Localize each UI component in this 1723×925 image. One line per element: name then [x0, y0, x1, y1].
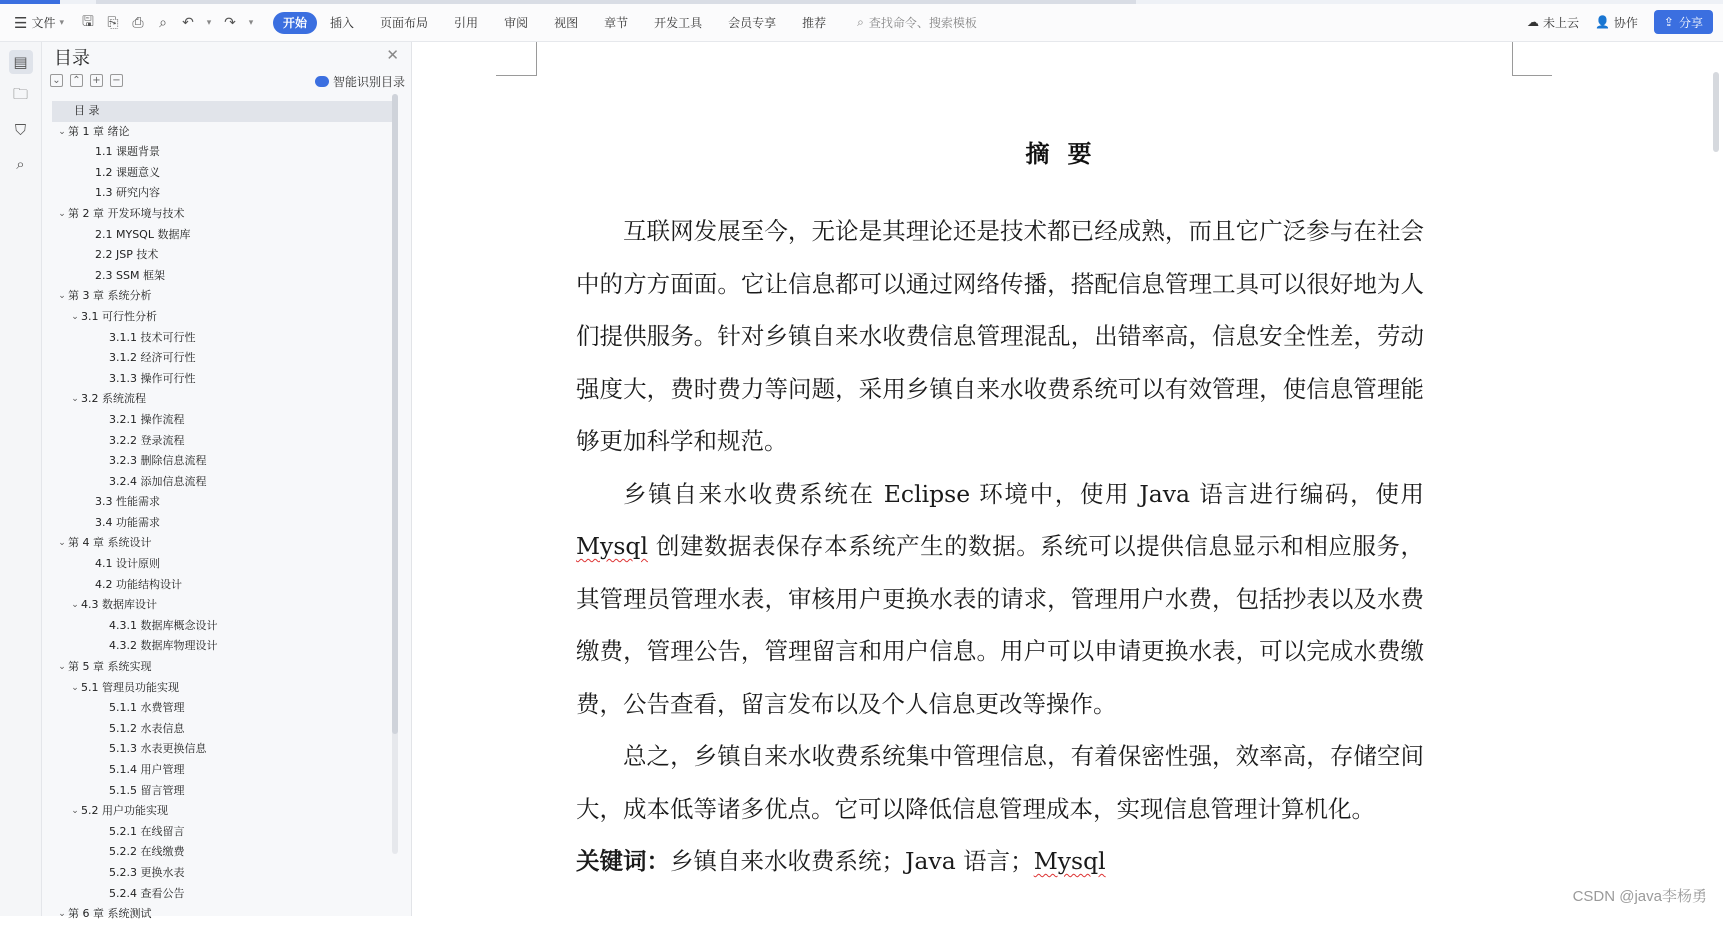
- toc-title: 目录: [54, 48, 90, 69]
- toc-item-label: 3.1.3 操作可行性: [109, 371, 196, 385]
- toc-item[interactable]: [52, 389, 394, 410]
- toc-item[interactable]: [52, 183, 394, 204]
- toc-item-label: 5.1.2 水表信息: [109, 721, 185, 735]
- chevron-down-icon[interactable]: ⌄: [71, 806, 79, 817]
- toc-item-label: 3.1.1 技术可行性: [109, 330, 196, 344]
- toc-item-label: 5.2.4 查看公告: [109, 886, 185, 900]
- toc-item-label: 3.1 可行性分析: [81, 309, 157, 323]
- toc-item[interactable]: [52, 410, 394, 431]
- toc-item[interactable]: [52, 801, 394, 822]
- chevron-down-icon[interactable]: ⌄: [58, 208, 66, 219]
- toc-item[interactable]: [52, 760, 394, 781]
- paragraph-2-text-a: 乡镇自来水收费系统在 Eclipse 环境中，使用 Java 语言进行编码，使用: [623, 479, 1424, 508]
- page-corner-mark-right-h: [1512, 75, 1552, 76]
- smart-toc-button[interactable]: [315, 73, 405, 90]
- toc-item[interactable]: [52, 225, 394, 246]
- command-search-placeholder: 查找命令、搜索模板: [868, 16, 977, 30]
- toc-item-label: 5.1.3 水表更换信息: [109, 742, 207, 756]
- toc-item-label: 5.1.5 留言管理: [109, 783, 185, 797]
- toc-item[interactable]: [52, 698, 394, 719]
- toc-tools: [50, 74, 123, 87]
- tab-5[interactable]: 视图: [554, 15, 579, 30]
- chevron-down-icon[interactable]: ⌄: [71, 394, 79, 405]
- toc-item[interactable]: [52, 739, 394, 760]
- toc-item[interactable]: [52, 369, 394, 390]
- expand-all-icon[interactable]: ⌃: [70, 74, 83, 87]
- tab-9[interactable]: 推荐: [802, 15, 827, 30]
- chevron-down-icon[interactable]: ⌄: [71, 600, 79, 611]
- toc-item[interactable]: [52, 163, 394, 184]
- toc-item[interactable]: [52, 328, 394, 349]
- tab-3[interactable]: 引用: [454, 15, 479, 30]
- cloud-icon: ☁: [1526, 15, 1539, 29]
- ribbon-toolbar: [0, 4, 1723, 42]
- toc-item-label: 2.2 JSP 技术: [95, 248, 159, 262]
- remove-entry-icon[interactable]: −: [110, 74, 123, 87]
- toc-item-label: 5.2.1 在线留言: [109, 824, 185, 838]
- save-as-icon[interactable]: ⎘: [107, 14, 119, 31]
- toc-item[interactable]: [52, 657, 394, 678]
- toc-item-label: 第 4 章 系统设计: [68, 536, 152, 550]
- keywords-text: 乡镇自来水收费系统；Java 语言；: [670, 847, 1034, 875]
- chevron-down-icon[interactable]: ⌄: [58, 662, 66, 673]
- document-body[interactable]: [576, 205, 1424, 888]
- paragraph-1: 互联网发展至今，无论是其理论还是技术都已经成熟，而且它广泛参与在社会中的方方面面。它让信息都可以通过网络传播，搭配信息管理工具可以很好地为人们提供服务。针对乡镇自来水收费信息管理混乱，出错率高，信息安全性差，劳动强度大，费时费力等问题，采用乡镇自来水收费系统可以有效管理，使信息管理能够更加科学和规范。: [576, 217, 1424, 455]
- file-menu-button[interactable]: [14, 10, 64, 36]
- page-corner-mark-left-h: [496, 75, 536, 76]
- toc-item[interactable]: [52, 636, 394, 657]
- toc-panel: [42, 42, 412, 921]
- toc-item-label: 1.2 课题意义: [95, 165, 160, 179]
- collapse-all-icon[interactable]: ⌄: [50, 74, 63, 87]
- print-icon[interactable]: ⎙: [132, 14, 144, 31]
- collaborate-button[interactable]: [1595, 14, 1638, 31]
- search-icon[interactable]: ⌕: [16, 155, 25, 173]
- toc-item-label: 4.3.1 数据库概念设计: [109, 618, 218, 632]
- toc-item-label: 3.2.4 添加信息流程: [109, 474, 207, 488]
- toc-item[interactable]: [52, 554, 394, 575]
- paragraph-2: [576, 468, 1424, 731]
- file-menu-label: 文件: [31, 16, 56, 30]
- toc-item[interactable]: [52, 307, 394, 328]
- chevron-down-icon[interactable]: ⌄: [58, 909, 66, 920]
- toc-item[interactable]: [52, 781, 394, 802]
- toc-list: [52, 101, 394, 921]
- tab-1[interactable]: 插入: [330, 15, 355, 30]
- page-corner-mark-right: [1512, 42, 1513, 76]
- toc-item-label: 5.2.2 在线缴费: [109, 845, 185, 859]
- toc-item[interactable]: [52, 451, 394, 472]
- toc-item-label: 5.1.4 用户管理: [109, 763, 185, 776]
- share-button[interactable]: [1654, 10, 1713, 34]
- keywords-label: 关键词：: [576, 847, 670, 875]
- toc-item-label: 第 5 章 系统实现: [68, 660, 152, 674]
- document-heading: 摘要: [1025, 139, 1110, 168]
- toc-item[interactable]: [52, 513, 394, 534]
- chevron-down-icon[interactable]: ⌄: [71, 311, 79, 322]
- toc-item-label: 第 2 章 开发环境与技术: [68, 206, 185, 220]
- toc-item[interactable]: [52, 286, 394, 307]
- toc-item[interactable]: [52, 678, 394, 699]
- toc-item-label: 5.1 管理员功能实现: [81, 680, 179, 694]
- toc-item-label: 5.2 用户功能实现: [81, 804, 168, 818]
- toc-item-label: 3.2 系统流程: [81, 392, 146, 406]
- toc-item-label: 5.1.1 水费管理: [109, 701, 185, 715]
- toc-item[interactable]: [52, 719, 394, 740]
- document-scrollbar[interactable]: [1713, 52, 1719, 902]
- toc-item[interactable]: [52, 616, 394, 637]
- toc-item-label: 1.3 研究内容: [95, 186, 160, 200]
- toc-item[interactable]: [52, 348, 394, 369]
- toc-item-label: 3.3 性能需求: [95, 495, 160, 509]
- user-icon: 👤: [1594, 15, 1610, 29]
- chevron-down-icon[interactable]: ⌄: [58, 126, 66, 137]
- toc-item-label: 2.1 MYSQL 数据库: [95, 227, 191, 241]
- paragraph-2-text-b: 创建数据表保存本系统产生的数据。系统可以提供信息显示和相应服务，其管理员管理水表，审核用户更换水表的请求，管理用户水费，包括抄表以及水费缴费，管理公告，管理留言和用户信息。用户可以申请更换水表，可以完成水费缴费，公告查看，留言发布以及个人信息更改等操作。: [576, 532, 1424, 718]
- hamburger-icon: ☰: [14, 13, 28, 32]
- toc-item-label: 5.2.3 更换水表: [109, 865, 185, 879]
- robot-icon: [315, 76, 329, 87]
- tab-7[interactable]: 开发工具: [654, 15, 703, 30]
- bookmark-icon[interactable]: ⛉: [14, 121, 27, 139]
- toc-item[interactable]: [52, 122, 394, 143]
- toolbar-right: [1527, 10, 1713, 34]
- toc-item-label: 3.2.2 登录流程: [109, 433, 185, 447]
- tab-8[interactable]: 会员专享: [728, 15, 777, 30]
- tab-4[interactable]: 审阅: [504, 15, 529, 30]
- toc-item[interactable]: [52, 863, 394, 884]
- toc-item[interactable]: [52, 842, 394, 863]
- share-icon: ⇪: [1663, 15, 1674, 29]
- tab-6[interactable]: 章节: [604, 15, 629, 30]
- toc-item[interactable]: [52, 904, 394, 925]
- toc-item[interactable]: [52, 533, 394, 554]
- ribbon-tabs: [273, 12, 839, 34]
- toc-item[interactable]: [52, 204, 394, 225]
- cloud-status-label: 未上云: [1542, 15, 1579, 30]
- toc-item[interactable]: [52, 492, 394, 513]
- toc-item-label: 目 录: [74, 104, 100, 117]
- document-canvas: [412, 42, 1723, 916]
- paragraph-3: 总之，乡镇自来水收费系统集中管理信息，有着保密性强，效率高，存储空间大，成本低等诸多优点。它可以降低信息管理成本，实现信息管理计算机化。: [576, 742, 1424, 823]
- toc-scrollbar-thumb[interactable]: [392, 94, 398, 734]
- left-icon-rail: [0, 42, 42, 916]
- undo-icon[interactable]: ↶: [182, 14, 194, 31]
- collaborate-label: 协作: [1613, 15, 1638, 30]
- toc-item-label: 3.2.1 操作流程: [109, 412, 185, 426]
- toc-item-label: 3.2.3 删除信息流程: [109, 454, 207, 468]
- toc-item-label: 1.1 课题背景: [95, 145, 160, 159]
- toc-item[interactable]: [52, 142, 394, 163]
- keywords-line: [576, 835, 1424, 888]
- toc-item-label: 第 3 章 系统分析: [68, 289, 152, 303]
- toc-item[interactable]: [52, 884, 394, 905]
- toc-item-label: 4.3 数据库设计: [81, 598, 157, 612]
- quick-access-toolbar: [80, 11, 255, 35]
- toc-item-label: 2.3 SSM 框架: [95, 268, 165, 282]
- page-corner-mark-left: [536, 42, 537, 76]
- search-icon: ⌕: [857, 15, 864, 29]
- toc-item-label: 4.1 设计原则: [95, 557, 160, 571]
- add-entry-icon[interactable]: +: [90, 74, 103, 87]
- chevron-down-icon[interactable]: ⌄: [58, 538, 66, 549]
- chevron-down-icon: ▾: [59, 17, 64, 28]
- command-search[interactable]: [857, 14, 977, 31]
- toc-item[interactable]: [52, 575, 394, 596]
- keywords-last: Mysql: [1033, 847, 1106, 875]
- folder-icon[interactable]: 🗀: [12, 84, 28, 103]
- toc-item-label: 第 6 章 系统测试: [68, 907, 152, 921]
- toc-item-label: 3.1.2 经济可行性: [109, 351, 196, 365]
- chevron-down-icon[interactable]: ⌄: [71, 682, 79, 693]
- toc-item[interactable]: [52, 822, 394, 843]
- tab-2[interactable]: 页面布局: [380, 15, 429, 30]
- toc-item[interactable]: [52, 266, 394, 287]
- undo-dropdown-icon[interactable]: ▾: [206, 17, 212, 28]
- more-dropdown-icon[interactable]: ▾: [248, 17, 254, 28]
- toc-item[interactable]: [52, 101, 394, 122]
- redo-icon[interactable]: ↷: [224, 14, 236, 31]
- tab-0[interactable]: 开始: [273, 12, 317, 34]
- toc-item[interactable]: [52, 245, 394, 266]
- toc-item-label: 4.3.2 数据库物理设计: [109, 639, 218, 653]
- smart-toc-label: 智能识别目录: [332, 75, 405, 89]
- document-scrollbar-thumb[interactable]: [1713, 72, 1719, 152]
- toc-item[interactable]: [52, 431, 394, 452]
- toc-item-label: 4.2 功能结构设计: [95, 577, 182, 591]
- spellcheck-word: Mysql: [576, 532, 648, 560]
- toc-item[interactable]: [52, 595, 394, 616]
- toc-item-label: 第 1 章 绪论: [68, 124, 130, 138]
- toc-item-label: 3.4 功能需求: [95, 515, 160, 529]
- chevron-down-icon[interactable]: ⌄: [58, 291, 66, 302]
- toc-panel-icon[interactable]: ▤: [9, 50, 33, 74]
- share-label: 分享: [1678, 15, 1703, 30]
- toc-item[interactable]: [52, 472, 394, 493]
- toc-scrollbar[interactable]: [392, 94, 398, 854]
- print-preview-icon[interactable]: ⌕: [159, 14, 167, 31]
- cloud-status-button[interactable]: [1527, 14, 1579, 31]
- watermark: CSDN @java李杨勇: [1572, 888, 1707, 905]
- save-icon[interactable]: 🖫: [82, 13, 94, 30]
- close-icon[interactable]: ✕: [386, 46, 399, 64]
